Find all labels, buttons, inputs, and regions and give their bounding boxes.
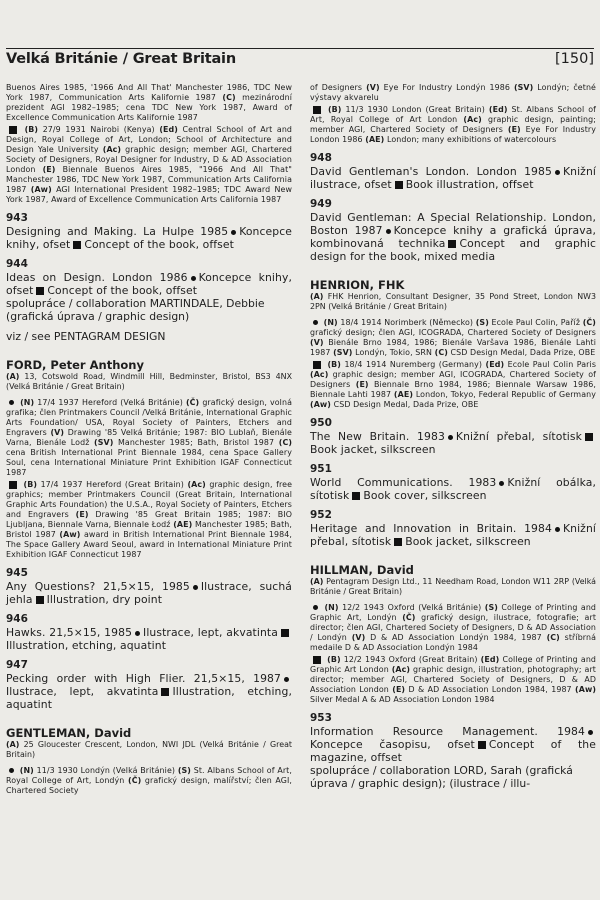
field-label: (Č)	[402, 613, 416, 622]
field-label: (AE)	[365, 135, 385, 144]
field-label: (B)	[327, 105, 342, 114]
text-span: 12/2 1943 Oxford (Velká Británie)	[342, 603, 482, 612]
text-span: Ilustrace, lept, akvatinta	[143, 626, 278, 639]
czech-bullet-icon	[193, 585, 198, 590]
text-span: Koncepce knihy a grafická úprava, kombinovaná technika	[310, 224, 596, 250]
field-label: (SV)	[333, 348, 353, 357]
field-label: (B)	[23, 480, 38, 489]
field-label: (A)	[310, 292, 324, 301]
english-square-icon	[36, 596, 44, 604]
text-span: graphic design, free graphics; member Printmakers Council (Great Britain, International Graphic Arts Foundation) the U.S.A., Royal Society of Painters, Etchers and Engravers	[6, 480, 293, 519]
field-label: (AE)	[173, 520, 193, 529]
text-span: 18/4 1914 Nuremberg (Germany)	[344, 360, 483, 369]
czech-bullet-icon	[135, 631, 140, 636]
text-span: graphic design; member AGI, Chartered Society of Designers, Royal Designer for Industry, D & AD Association London	[6, 145, 293, 174]
collaboration-note: spolupráce / collaboration MARTINDALE, Debbie (grafická úprava / graphic design)	[6, 297, 265, 323]
work-entry-946	[6, 613, 292, 652]
text-span: Central School of Art and Design, Royal College of Art, London; School of Architecture and Design Yale University	[6, 125, 293, 154]
work-entry-949	[310, 198, 596, 263]
text-span: 27/9 1931 Nairobi (Kenya)	[42, 125, 155, 134]
field-label: (AE)	[393, 390, 414, 399]
text-span: Eye For Industry London 1986	[310, 125, 597, 144]
text-span: 947	[6, 659, 28, 671]
field-label: (S)	[484, 603, 498, 612]
field-label: (Ed)	[485, 360, 505, 369]
artist-name: HENRION, FHK	[310, 278, 405, 292]
field-label: (V)	[50, 428, 65, 437]
english-square-icon	[313, 106, 321, 114]
field-label: (SV)	[94, 438, 114, 447]
czech-bullet-icon	[9, 768, 14, 773]
bio-english-continued	[6, 125, 292, 205]
text-span: Illustration, etching, aquatint	[6, 639, 167, 652]
text-span: 948	[310, 152, 332, 164]
work-entry-944	[6, 258, 292, 323]
czech-bullet-icon	[555, 527, 560, 532]
page-header	[6, 48, 594, 67]
field-label: (E)	[355, 380, 369, 389]
text-span: 12/2 1943 Oxford (Great Britain)	[343, 655, 478, 664]
text-span: Buenos Aires 1985, '1966 And All That' Manchester 1986, TDC New York 1987, Communication Arts Kalifornie 1987	[6, 83, 292, 102]
field-label: (S)	[475, 318, 489, 327]
czech-bullet-icon	[555, 170, 560, 175]
field-label: (B)	[327, 655, 341, 664]
field-label: (Ac)	[391, 665, 411, 674]
text-span: Eye For Industry Londýn 1986	[383, 83, 510, 92]
field-label: (C)	[546, 633, 560, 642]
text-span: 949	[310, 198, 332, 210]
text-span: award in British International Print Biennale 1984, The Space Gallery Award Seoul, award in International Miniature Print Exhibition IGAF Connecticut 1987	[6, 530, 293, 559]
field-label: (C)	[222, 93, 236, 102]
field-label: (A)	[310, 577, 324, 586]
field-label: (B)	[327, 360, 341, 369]
text-span: Koncepce knihy, ofset	[6, 271, 292, 297]
text-span: Drawing '85 Great Britain 1985; 1987: BIO Ljubljana, Biennale Varna, Biennale Łodź	[6, 510, 293, 529]
text-span: David Gentleman: A Special Relationship. London, Boston 1987	[310, 211, 596, 237]
field-label: (V)	[351, 633, 366, 642]
text-span: 953	[310, 712, 332, 724]
field-label: (C)	[278, 438, 293, 447]
text-span: D & AD Association London 1984, 1987	[408, 685, 572, 694]
text-span: CSD Design Medal, Dada Prize, OBE	[333, 400, 479, 409]
artist-entry-ford	[6, 359, 292, 711]
text-span: Book jacket, silkscreen	[405, 535, 531, 548]
text-span: St. Albans School of Art, Royal College of Art London	[310, 105, 597, 124]
text-span: Illustration, dry point	[46, 593, 163, 606]
work-entry-945	[6, 567, 292, 606]
bio-czech	[310, 603, 596, 653]
text-span: The New Britain. 1983	[310, 430, 445, 443]
text-span: Heritage and Innovation in Britain. 1984	[310, 522, 552, 535]
text-span: grafický design, volná grafika; člen Printmakers Council /Velká Británie, International Graphic Arts Foundation/ USA, Royal Society of Painters, Etchers and Engravers	[6, 398, 293, 437]
work-entry-951	[310, 463, 596, 502]
text-span: Silver Medal A & AD Association London 1984	[310, 695, 495, 704]
field-label: (A)	[6, 372, 20, 381]
english-square-icon	[395, 181, 403, 189]
field-label: (A)	[6, 740, 20, 749]
czech-bullet-icon	[231, 230, 236, 235]
english-square-icon	[313, 361, 321, 369]
czech-bullet-icon	[386, 229, 391, 234]
text-span: Knižní obálka, sítotisk	[310, 476, 596, 502]
field-label: (Ac)	[187, 480, 206, 489]
text-span: mezinárodní prezident AGI 1982–1985; cena TDC New York 1987, Award of Excellence Communication Arts Kalifornie 1987	[6, 93, 292, 122]
field-label: (Č)	[128, 776, 142, 785]
czech-bullet-icon	[448, 435, 453, 440]
text-span: 943	[6, 212, 28, 224]
field-label: (Aw)	[575, 685, 597, 694]
text-span: Pentagram Design Ltd., 11 Needham Road, London W11 2RP (Velká Británie / Great Britain)	[310, 577, 597, 596]
text-span: David Gentleman's London. London 1985	[310, 165, 552, 178]
work-entry-952	[310, 509, 596, 548]
text-span: Manchester 1985; Bath, Bristol 1987	[117, 438, 275, 447]
field-label: (E)	[42, 165, 56, 174]
text-span: St. Albans School of Art, Royal College of Art, Londýn	[6, 766, 292, 785]
work-entry-948	[310, 152, 596, 191]
artist-entry-henrion	[310, 279, 596, 548]
text-span: College of Printing and Graphic Art London	[310, 655, 597, 674]
field-label: (N)	[323, 318, 338, 327]
field-label: (V)	[366, 83, 380, 92]
english-square-icon	[585, 433, 593, 441]
text-span: Londýn; četné výstavy akvarelu	[310, 83, 597, 102]
bio-czech-continued	[310, 83, 596, 103]
field-label: (N)	[324, 603, 339, 612]
work-entry-943	[6, 212, 292, 251]
field-label: (Aw)	[30, 185, 52, 194]
czech-bullet-icon	[9, 400, 14, 405]
text-span: Biennale Brno 1984, 1986; Biennale Warsaw 1986, Biennale Lahti 1987	[310, 380, 597, 399]
text-span: AGI International President 1982–1985; TDC Award New York 1987, Award of Excellence Communication Arts California 1987	[6, 185, 293, 204]
see-also-reference[interactable]: viz / see PENTAGRAM DESIGN	[6, 330, 166, 343]
left-column	[6, 83, 292, 798]
english-square-icon	[9, 481, 17, 489]
field-label: (Aw)	[310, 400, 332, 409]
text-span: Drawing '85 Velká Británie; 1987: BIO Lublaň, Bienále Varna, Bienále Lodž	[6, 428, 292, 447]
text-span: Ideas on Design. London 1986	[6, 271, 188, 284]
text-span: FHK Henrion, Consultant Designer, 35 Pond Street, London NW3 2PN (Velká Británie / Great Britain)	[310, 292, 596, 311]
text-span: cena British International Print Biennale 1984, cena Space Gallery Soul, cena International Miniature Print Exhibition IGAF Connecticut 1987	[6, 448, 292, 477]
text-span: Hawks. 21,5×15, 1985	[6, 626, 133, 639]
field-label: (S)	[177, 766, 192, 775]
text-span: 17/4 1937 Hereford (Velká Británie)	[37, 398, 183, 407]
bio-czech-continued	[6, 83, 292, 123]
czech-bullet-icon	[313, 605, 318, 610]
artist-name: GENTLEMAN, David	[6, 726, 132, 740]
text-span: Knižní přebal, sítotisk	[455, 430, 582, 443]
text-span: 945	[6, 567, 28, 579]
field-label: (Č)	[582, 318, 597, 327]
text-span: 951	[310, 463, 332, 475]
field-label: (Aw)	[59, 530, 81, 539]
field-label: (Č)	[185, 398, 200, 407]
text-span: 950	[310, 417, 332, 429]
bio-english	[310, 105, 596, 145]
text-span: Book cover, silkscreen	[363, 489, 487, 502]
artist-entry-gentleman	[6, 727, 292, 796]
field-label: (N)	[20, 398, 35, 407]
english-square-icon	[394, 538, 402, 546]
field-label: (SV)	[513, 83, 534, 92]
text-span: Pecking order with High Flier. 21,5×15, 1987	[6, 672, 281, 685]
text-span: grafický design, ilustrace, fotografie; art director; člen AGI, Chartered Society of Designers, D & AD Association / Londýn	[310, 613, 597, 642]
page-title: Velká Británie / Great Britain	[6, 51, 236, 67]
field-label: (V)	[310, 338, 324, 347]
field-label: (Ed)	[480, 655, 500, 664]
text-span: Ilustrace, lept, akvatinta	[6, 685, 159, 698]
field-label: (Ac)	[463, 115, 482, 124]
text-span: 13, Cotswold Road, Windmill Hill, Bedminster, Bristol, BS3 4NX (Velká Británie / Great Britain)	[6, 372, 292, 391]
english-square-icon	[313, 656, 321, 664]
english-square-icon	[352, 492, 360, 500]
text-span: grafický design; člen AGI, ICOGRADA, Chartered Society of Designers	[310, 328, 596, 337]
text-span: grafický design, malířství; člen AGI, Chartered Society	[6, 776, 293, 795]
text-span: graphic design; member AGI, ICOGRADA, Chartered Society of Designers	[310, 370, 596, 389]
artist-name: HILLMAN, David	[310, 563, 414, 577]
text-span: Concept and graphic design for the book, mixed media	[310, 237, 596, 263]
text-span: graphic design, illustration, photography; art director; member AGI, Chartered Society of Designers, D & AD Association London	[310, 665, 596, 694]
field-label: (C)	[434, 348, 448, 357]
english-square-icon	[73, 241, 81, 249]
english-square-icon	[161, 688, 169, 696]
czech-bullet-icon	[313, 320, 318, 325]
text-span: 25 Gloucester Crescent, London, NWI JDL (Velká Británie / Great Britain)	[6, 740, 292, 759]
english-square-icon	[9, 126, 17, 134]
text-span: Illustration, etching, aquatint	[6, 685, 292, 711]
field-label: (E)	[75, 510, 89, 519]
text-span: Ecole Paul Colin Paris	[507, 360, 597, 369]
text-span: 11/3 1930 London (Great Britain)	[345, 105, 485, 114]
artist-entry-hillman	[310, 564, 596, 790]
text-span: 946	[6, 613, 28, 625]
text-span: Any Questions? 21,5×15, 1985	[6, 580, 190, 593]
text-span: CSD Design Medal, Dada Prize, OBE	[450, 348, 596, 357]
field-label: (Ac)	[102, 145, 122, 154]
work-entry-953	[310, 712, 596, 790]
right-column	[310, 83, 596, 790]
text-span: Bienále Brno 1984, 1986; Bienále Varšava 1986, Bienále Lahti 1987	[310, 338, 596, 357]
text-span: of Designers	[310, 83, 363, 92]
field-label: (Ed)	[159, 125, 178, 134]
english-square-icon	[478, 741, 486, 749]
artist-address	[310, 577, 596, 597]
text-span: World Communications. 1983	[310, 476, 497, 489]
text-span: 18/4 1914 Norimberk (Německo)	[340, 318, 474, 327]
work-entry-947	[6, 659, 292, 711]
text-span: Ilustrace, suchá jehla	[6, 580, 292, 606]
field-label: (B)	[24, 125, 39, 134]
text-span: Book jacket, silkscreen	[310, 443, 436, 456]
text-span: 17/4 1937 Hereford (Great Britain)	[40, 480, 184, 489]
text-span: London; many exhibitions of watercolours	[386, 135, 557, 144]
text-span: Biennale Buenos Aires 1985, "1966 And All That" Manchester 1986, TDC New York 1987, Communication Arts California 1987	[6, 165, 293, 194]
artist-name: FORD, Peter Anthony	[6, 358, 144, 372]
bio-czech	[6, 398, 292, 478]
bio-czech	[310, 318, 596, 358]
field-label: (N)	[19, 766, 34, 775]
text-span: 952	[310, 509, 332, 521]
text-span: Knižní přebal, sítotisk	[310, 522, 596, 548]
bio-czech	[6, 766, 292, 796]
work-entry-950	[310, 417, 596, 456]
artist-address	[310, 292, 596, 312]
text-span: College of Printing and Graphic Art, Londýn	[310, 603, 597, 622]
field-label: (E)	[392, 685, 406, 694]
bio-english	[310, 655, 596, 705]
english-square-icon	[448, 240, 456, 248]
text-span: Designing and Making. La Hulpe 1985	[6, 225, 229, 238]
text-span: Londýn, Tokio, SRN	[355, 348, 432, 357]
text-span: stříbrná medaile D & AD Association Londýn 1984	[310, 633, 597, 652]
text-span: 11/3 1930 Londýn (Velká Británie)	[36, 766, 176, 775]
field-label: (Ed)	[488, 105, 508, 114]
text-span: Concept of the book, offset	[47, 284, 198, 297]
text-span: Koncepce knihy, ofset	[6, 225, 292, 251]
text-span: Ecole Paul Colin, Paříž	[491, 318, 581, 327]
text-span: Concept of the magazine, offset	[310, 738, 596, 764]
text-span: 944	[6, 258, 28, 270]
text-span: D & AD Association Londýn 1984, 1987	[370, 633, 542, 642]
text-span: Information Resource Management. 1984	[310, 725, 585, 738]
text-span: Book illustration, offset	[405, 178, 534, 191]
english-square-icon	[281, 629, 289, 637]
czech-bullet-icon	[284, 677, 289, 682]
bio-english	[6, 480, 292, 560]
czech-bullet-icon	[191, 276, 196, 281]
page-number: [150]	[555, 51, 594, 67]
bio-english	[310, 360, 596, 410]
field-label: (E)	[507, 125, 521, 134]
text-span: Concept of the book, offset	[84, 238, 234, 251]
collaboration-note: spolupráce / collaboration LORD, Sarah (grafická úprava / graphic design); (ilustrace / illu-	[310, 764, 573, 790]
artist-address	[6, 740, 292, 760]
text-span: London, Tokyo, Federal Republic of Germany	[415, 390, 597, 399]
text-span: Knižní ilustrace, ofset	[310, 165, 596, 191]
artist-address	[6, 372, 292, 392]
czech-bullet-icon	[588, 730, 593, 735]
czech-bullet-icon	[499, 481, 504, 486]
text-span: Koncepce časopisu, ofset	[310, 738, 475, 751]
text-span: Manchester 1985; Bath, Bristol 1987	[6, 520, 292, 539]
text-span: graphic design, painting; member AGI, Chartered Society of Designers	[310, 115, 596, 134]
english-square-icon	[36, 287, 44, 295]
field-label: (Ac)	[310, 370, 329, 379]
